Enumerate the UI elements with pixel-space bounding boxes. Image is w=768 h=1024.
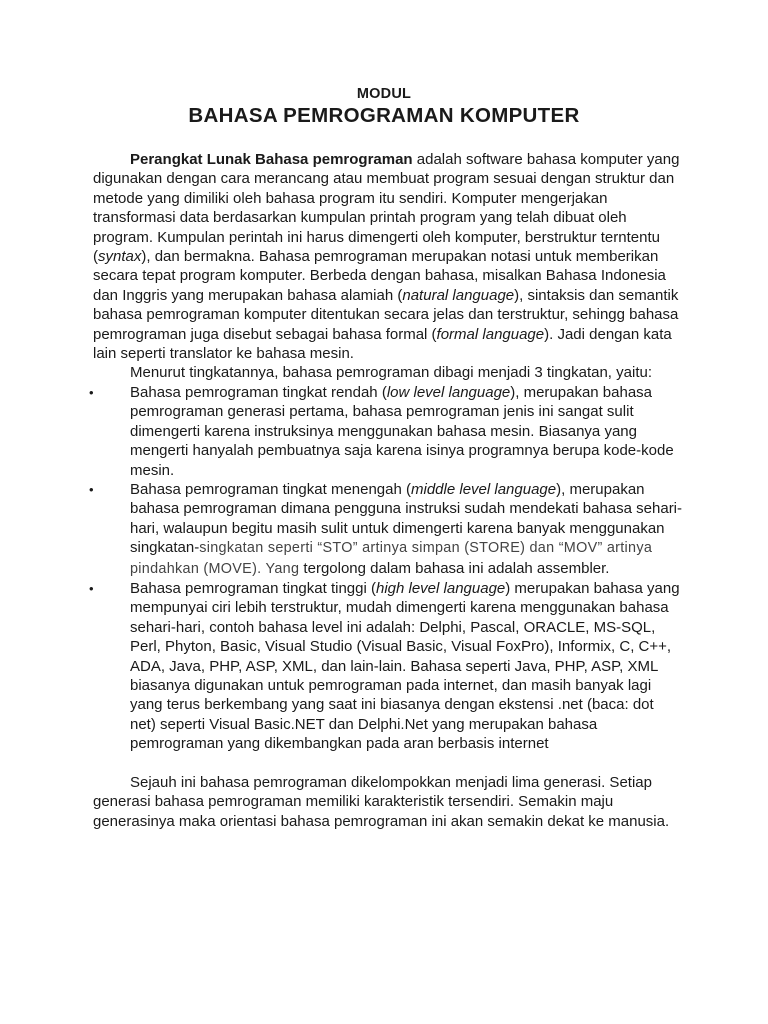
- bullet-text: ), merupakan bahasa pemrograman dimana pengguna instruksi sudah mendekati bahasa sehari-hari, walaupun begitu masih sulit untuk dimengerti karena banyak menggunakan singkatan-: [130, 480, 683, 557]
- bullet-icon: •: [89, 481, 94, 497]
- module-label: MODUL: [356, 86, 412, 102]
- bullet-text: tergolong dalam bahasa ini adalah assembler.: [299, 559, 610, 577]
- bullet-text: ) merupakan bahasa yang mempunyai ciri lebih terstruktur, mudah dimengerti karena menggunakan bahasa sehari-hari, contoh bahasa level ini adalah: Delphi, Pascal, ORACLE, MS-SQL, Perl, Phyton, Basic, Visual Studio (Visual Basic, Visual FoxPro), Informix, C, C++, ADA, Java, PHP, ASP, XML, dan lain-lain. Bahasa seperti Java, PHP, ASP, XML biasanya digunakan untuk pemrograman pada internet, dan masih banyak lagi yang terus berkembang yang saat ini biasanya dengan ekstensi .net (baca: dot net) seperti Visual Basic.NET dan Delphi.Net yang merupakan bahasa pemrograman yang dikembangkan pada aran berbasis internet: [130, 579, 680, 753]
- term-low-level: low level language: [386, 383, 511, 401]
- list-item-high-level: [89, 579, 683, 754]
- list-item-middle-level: [89, 480, 683, 579]
- paragraph-spacer: [93, 754, 683, 773]
- term-middle-level: middle level language: [411, 480, 557, 498]
- bullet-icon: •: [89, 384, 94, 400]
- term-syntax: syntax: [98, 248, 142, 266]
- term-natural-language: natural language: [402, 286, 515, 304]
- bullet-text: Bahasa pemrograman tingkat menengah (: [130, 480, 412, 498]
- term-high-level: high level language: [375, 579, 506, 597]
- bullet-text: ), merupakan bahasa pemrograman generasi pertama, bahasa pemrograman jenis ini sangat sulit dimengerti karena instruksinya menggunakan bahasa mesin. Biasanya yang mengerti hanyalah pembuatnya saja karena isinya programnya berupa kode-kode mesin.: [130, 383, 674, 479]
- closing-paragraph: Sejauh ini bahasa pemrograman dikelompokkan menjadi lima generasi. Setiap generasi bahasa pemrograman memiliki karakteristik tersendiri. Semakin maju generasinya maka orientasi bahasa pemrograman ini akan semakin dekat ke manusia.: [93, 773, 670, 830]
- intro-paragraph: [93, 150, 683, 363]
- intro-text-3: ), sintaksis dan semantik bahasa pemrograman komputer ditentukan secara jelas dan terstruktur, sehingg bahasa pemrograman juga disebut sebagai bahasa formal (: [93, 286, 679, 343]
- intro-text-4: ). Jadi dengan kata lain seperti translator ke bahasa mesin.: [93, 325, 672, 363]
- intro-text-2: ), dan bermakna. Bahasa pemrograman merupakan notasi untuk memberikan secara tepat program komputer. Berbeda dengan bahasa, misalkan Bahasa Indonesia dan Inggris yang merupakan bahasa alamiah (: [93, 248, 666, 304]
- list-item-low-level: [89, 383, 683, 480]
- intro-term: Perangkat Lunak Bahasa pemrograman: [130, 151, 413, 168]
- levels-list: [89, 383, 683, 754]
- bullet-text-light: singkatan seperti “STO” artinya simpan (STORE) dan “MOV” artinya pindahkan (MOVE). Yang: [130, 540, 653, 577]
- term-formal-language: formal language: [436, 325, 545, 343]
- document-body: [89, 150, 683, 831]
- levels-intro: Menurut tingkatannya, bahasa pemrograman dibagi menjadi 3 tingkatan, yaitu:: [130, 364, 652, 382]
- bullet-icon: •: [89, 580, 94, 596]
- intro-text-1: adalah software bahasa komputer yang digunakan dengan cara merancang atau membuat program sesuai dengan struktur dan metode yang dimiliki oleh bahasa program itu sendiri. Komputer mengerjakan transformasi data berdasarkan kumpulan printah program yang telah dibuat oleh program. Kumpulan perintah ini harus dimengerti oleh komputer, berstruktur terntentu (: [93, 151, 680, 266]
- page-title: BAHASA PEMROGRAMAN KOMPUTER: [188, 104, 580, 127]
- bullet-text: Bahasa pemrograman tingkat tinggi (: [130, 579, 376, 597]
- bullet-text: Bahasa pemrograman tingkat rendah (: [130, 383, 387, 401]
